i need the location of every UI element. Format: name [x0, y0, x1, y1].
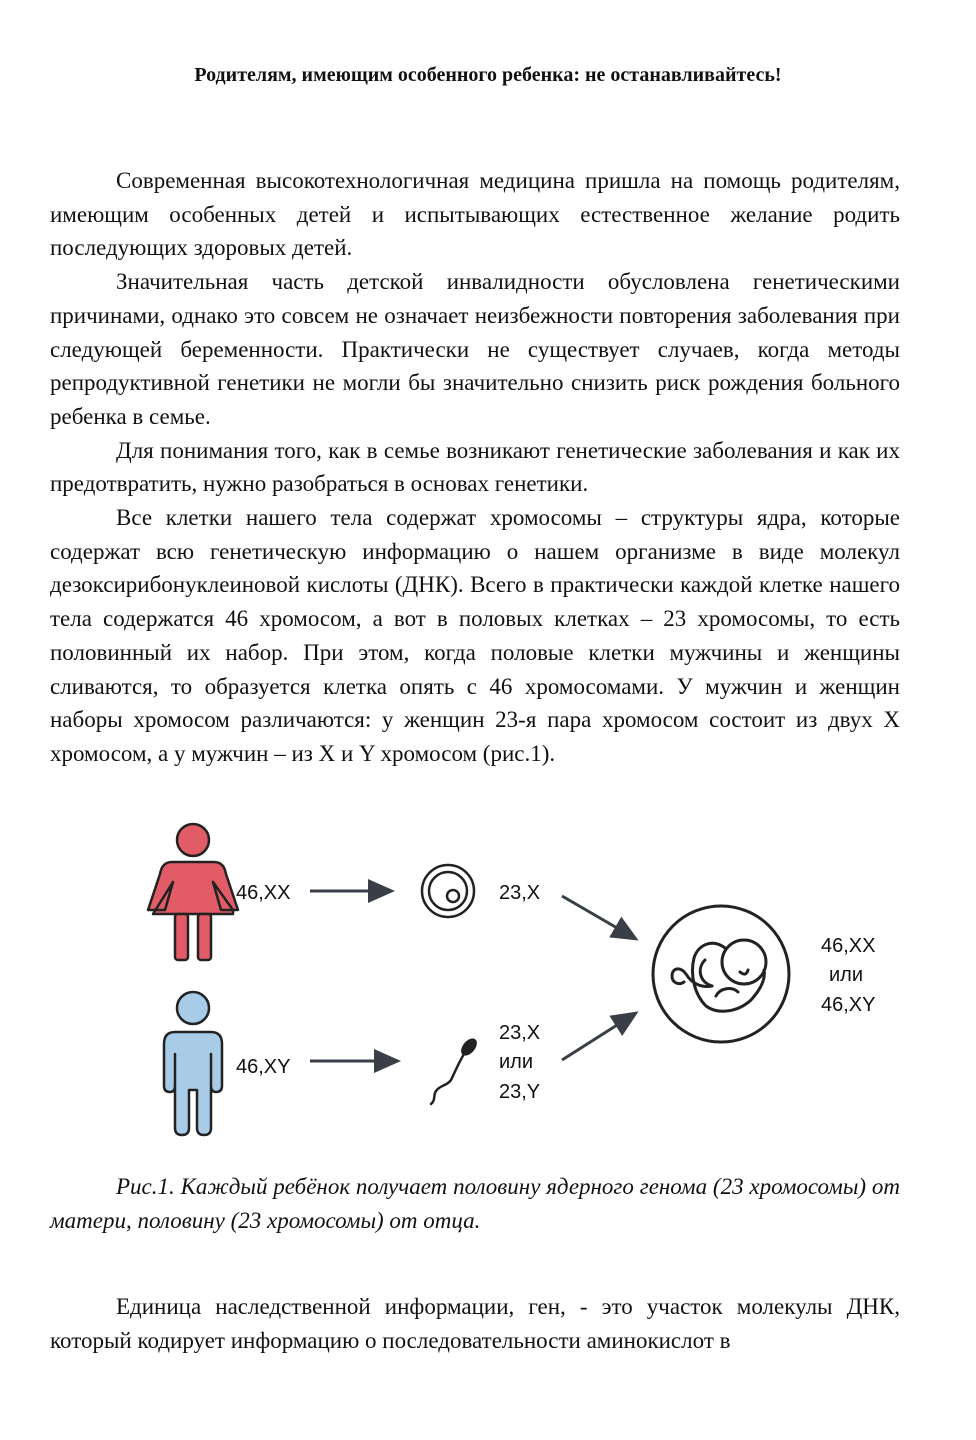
paragraph-2: Значительная часть детской инвалидности обусловлена генетическими причинами, однако это совсем не означает неизбежности повторения заболевания при следующей беременности. Практически не существует случаев, когда методы репродуктивной генетики не могли бы значительно снизить риск рождения больного ребенка в семье.	[50, 269, 900, 429]
child-or-label: или	[829, 964, 864, 986]
sperm-or-label: или	[499, 1051, 534, 1073]
paragraph-3: Для понимания того, как в семье возникают генетические заболевания и как их предотвратить, нужно разобраться в основах генетики.	[50, 437, 900, 497]
sperm-cell-icon	[431, 1035, 480, 1104]
page-title: Родителям, имеющим особенного ребенка: не останавливайтесь!	[194, 64, 782, 86]
sperm-karyotype-label-x: 23,X	[499, 1022, 541, 1044]
intro-text	[50, 164, 900, 771]
child-karyotype-label-xx: 46,XX	[821, 935, 876, 957]
embryo-icon	[653, 906, 789, 1042]
continuation-text	[50, 1290, 900, 1357]
arrow-sperm-to-embryo	[562, 1013, 636, 1060]
egg-cell-icon	[422, 865, 474, 917]
male-icon	[164, 992, 222, 1135]
female-icon	[148, 824, 238, 960]
paragraph-1: Современная высокотехнологичная медицина пришла на помощь родителям, имеющим особенных детей и испытывающих естественное желание родить последующих здоровых детей.	[50, 168, 900, 261]
child-karyotype-label-xy: 46,XY	[821, 994, 876, 1016]
inheritance-diagram	[0, 810, 976, 1170]
female-karyotype-label: 46,XX	[236, 882, 291, 904]
male-karyotype-label: 46,XY	[236, 1056, 291, 1078]
arrow-egg-to-embryo	[562, 896, 636, 939]
egg-karyotype-label: 23,X	[499, 882, 541, 904]
figure-caption: Рис.1. Каждый ребёнок получает половину ядерного генома (23 хромосомы) от матери, половину (23 хромосомы) от отца.	[50, 1174, 900, 1233]
paragraph-4: Все клетки нашего тела содержат хромосомы – структуры ядра, которые содержат всю генетическую информацию о нашем организме в виде молекул дезоксирибонуклеиновой кислоты (ДНК). Всего в практически каждой клетке нашего тела содержатся 46 хромосом, а вот в половых клетках – 23 хромосомы, то есть половинный их набор. При этом, когда половые клетки мужчины и женщины сливаются, то образуется клетка опять с 46 хромосомами. У мужчин и женщин наборы хромосом различаются: у женщин 23-я пара хромосом состоит из двух X хромосом, а у мужчин – из X и Y хромосом (рис.1).	[50, 505, 900, 766]
sperm-karyotype-label-y: 23,Y	[499, 1081, 541, 1103]
paragraph-5: Единица наследственной информации, ген, - это участок молекулы ДНК, который кодирует информацию о последовательности аминокислот в	[50, 1294, 900, 1353]
